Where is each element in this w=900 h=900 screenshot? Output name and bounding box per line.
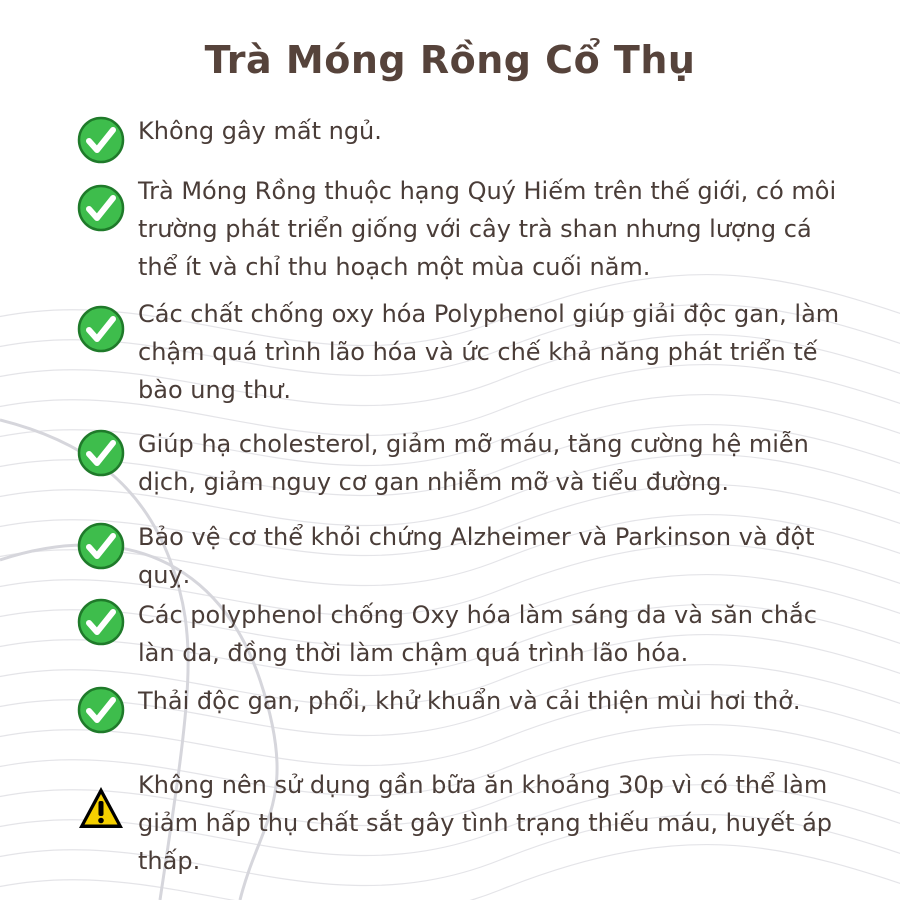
page-title: Trà Móng Rồng Cổ Thụ — [204, 38, 696, 82]
item-text: Trà Móng Rồng thuộc hạng Quý Hiếm trên thế giới, có môi trường phát triển giống với cây trà shan nhưng lượng cá thể ít và chỉ thu hoạch một mùa cuối năm. — [138, 177, 837, 281]
item-text: Không gây mất ngủ. — [138, 117, 382, 145]
item-text: Không nên sử dụng gần bữa ăn khoảng 30p vì có thể làm giảm hấp thụ chất sắt gây tình trạng thiếu máu, huyết áp thấp. — [138, 771, 833, 875]
warning-icon — [77, 784, 125, 832]
item-text: Bảo vệ cơ thể khỏi chứng Alzheimer và Parkinson và đột quỵ. — [138, 523, 815, 589]
check-icon — [77, 305, 125, 353]
check-icon — [77, 522, 125, 570]
item-text: Các polyphenol chống Oxy hóa làm sáng da và săn chắc làn da, đồng thời làm chậm quá trình lão hóa. — [138, 601, 817, 667]
check-icon — [77, 184, 125, 232]
check-icon — [77, 429, 125, 477]
item-text: Các chất chống oxy hóa Polyphenol giúp giải độc gan, làm chậm quá trình lão hóa và ức chế khả năng phát triển tế bào ung thư. — [138, 300, 840, 404]
item-text: Giúp hạ cholesterol, giảm mỡ máu, tăng cường hệ miễn dịch, giảm nguy cơ gan nhiễm mỡ và tiểu đường. — [138, 430, 809, 496]
check-icon — [77, 598, 125, 646]
item-text: Thải độc gan, phổi, khử khuẩn và cải thiện mùi hơi thở. — [138, 687, 801, 715]
check-icon — [77, 116, 125, 164]
check-icon — [77, 686, 125, 734]
